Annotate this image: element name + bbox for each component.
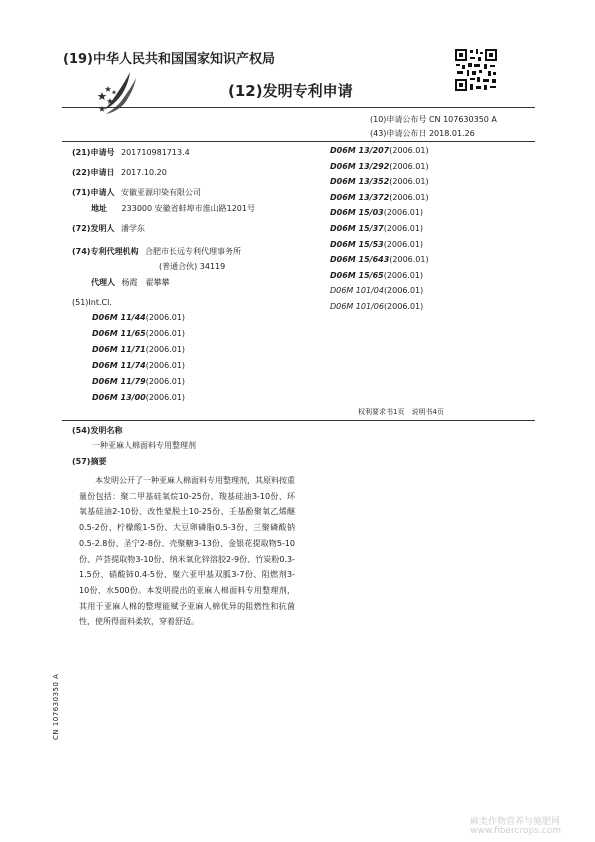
ipc-code: D06M 13/372 bbox=[330, 192, 390, 202]
invention-title: 一种亚麻人棉面料专用整理剂 bbox=[92, 441, 196, 450]
ipc-version: (2006.01) bbox=[383, 208, 424, 218]
ipc-code-row bbox=[330, 208, 423, 217]
ipc-code-row bbox=[92, 329, 185, 338]
filing-date-row bbox=[72, 167, 167, 179]
abstract-rule bbox=[62, 420, 535, 421]
watermark-title: 麻类作物营养与施肥网 bbox=[470, 817, 561, 827]
ipc-code-row bbox=[330, 224, 423, 233]
ipc-code: D06M 101/06 bbox=[330, 302, 384, 311]
bibliographic-rule bbox=[62, 141, 535, 142]
ipc-version: (2006.01) bbox=[389, 177, 429, 187]
qr-code-icon bbox=[454, 48, 498, 92]
address: 233000 安徽省蚌埠市淮山路1201号 bbox=[121, 204, 255, 213]
document-type: (12)发明专利申请 bbox=[228, 82, 353, 100]
ipc-code: D06M 11/44 bbox=[92, 313, 146, 322]
ipc-version: (2006.01) bbox=[145, 345, 186, 354]
ipc-version: (2006.01) bbox=[389, 255, 429, 265]
ipc-version: (2006.01) bbox=[145, 313, 186, 322]
agent-label: 代理人 bbox=[91, 278, 115, 287]
ipc-code-row bbox=[92, 377, 185, 386]
abstract-label: (57)摘要 bbox=[72, 457, 107, 466]
ipc-label: (51)Int.Cl. bbox=[72, 298, 112, 307]
ipc-code-row bbox=[330, 271, 423, 280]
ipc-code: D06M 11/74 bbox=[92, 361, 146, 370]
application-number: 201710981713.4 bbox=[121, 148, 190, 157]
agents: 杨霞 翟攀攀 bbox=[121, 278, 170, 287]
ipc-code: D06M 15/53 bbox=[330, 239, 384, 249]
agency-row bbox=[72, 246, 241, 258]
applicant-label: (71)申请人 bbox=[72, 188, 115, 197]
inventor-label: (72)发明人 bbox=[72, 224, 115, 233]
ipc-code: D06M 13/207 bbox=[330, 146, 390, 155]
ipc-code-row bbox=[92, 313, 185, 322]
ipc-code: D06M 15/643 bbox=[330, 255, 390, 265]
ipc-version: (2006.01) bbox=[145, 361, 186, 370]
address-label: 地址 bbox=[91, 204, 107, 213]
ipc-version: (2006.01) bbox=[145, 377, 186, 386]
agency-name: 合肥市长远专利代理事务所 bbox=[145, 247, 241, 256]
ipc-code-row bbox=[330, 240, 423, 249]
applicant: 安徽亚源印染有限公司 bbox=[121, 188, 201, 197]
ipc-version: (2006.01) bbox=[383, 302, 424, 311]
office-name: (19)中华人民共和国国家知识产权局 bbox=[63, 52, 275, 67]
abstract-text: 本发明公开了一种亚麻人棉面料专用整理剂，其原料按重量份包括：聚二甲基硅氧烷10-25份、羧基硅油3-10份、环氧基硅油2-10份、改性蒙脱土10-25份、壬基酚聚氧乙烯醚0.5-2份、柠檬酸1-5份、大豆卵磷脂0.5-3份、三聚磷酸钠0.5-2.8份、圣宁2-8份、壳聚糖3-13份、金银花提取物5-10份、芦荟提取物3-10份、纳米氧化锌溶胶2-9份、竹炭粉0.3-1.5份、硝酸铈0.4-5份、聚六亚甲基双胍3-7份、阻燃剂3-10份、水500份。本发明提出的亚麻人棉面料专用整理剂，其用于亚麻人棉的整理能赋予亚麻人棉优异的阻燃性和抗菌性，使所得面料柔软，穿着舒适。 bbox=[79, 476, 295, 627]
ipc-code: D06M 11/79 bbox=[92, 377, 146, 386]
ipc-code-row bbox=[330, 286, 423, 295]
ipc-code: D06M 13/352 bbox=[330, 177, 390, 187]
ipc-code: D06M 13/292 bbox=[330, 161, 390, 171]
publication-date: (43)申请公布日 2018.01.26 bbox=[370, 129, 475, 138]
ipc-code-row bbox=[330, 177, 429, 186]
application-number-label: (21)申请号 bbox=[72, 148, 115, 157]
ipc-code-row bbox=[330, 193, 429, 202]
page-count: 权利要求书1页 说明书4页 bbox=[358, 408, 444, 416]
ipc-code-row bbox=[92, 393, 185, 402]
cnipa-emblem-icon bbox=[96, 70, 140, 116]
side-publication-number: CN 107630350 A bbox=[52, 673, 60, 740]
agency-code: (普通合伙) 34119 bbox=[159, 262, 226, 271]
filing-date-label: (22)申请日 bbox=[72, 168, 115, 177]
ipc-code: D06M 15/03 bbox=[330, 208, 384, 218]
application-number-row bbox=[72, 147, 190, 159]
ipc-version: (2006.01) bbox=[145, 329, 186, 338]
agent-row bbox=[91, 277, 170, 289]
ipc-version: (2006.01) bbox=[145, 393, 186, 402]
ipc-code: D06M 11/65 bbox=[92, 329, 146, 338]
watermark-url: www.fibercrops.com bbox=[470, 826, 561, 836]
header-rule bbox=[62, 107, 535, 108]
ipc-version: (2006.01) bbox=[389, 146, 429, 155]
ipc-code-row bbox=[330, 302, 423, 311]
ipc-version: (2006.01) bbox=[389, 161, 429, 171]
ipc-code: D06M 15/37 bbox=[330, 224, 384, 233]
title-label: (54)发明名称 bbox=[72, 426, 123, 435]
ipc-version: (2006.01) bbox=[383, 224, 424, 233]
ipc-code: D06M 101/04 bbox=[330, 286, 384, 296]
ipc-code: D06M 15/65 bbox=[330, 270, 384, 280]
ipc-code-row bbox=[330, 255, 429, 264]
ipc-code-row bbox=[92, 361, 185, 370]
ipc-code-row bbox=[92, 345, 185, 354]
ipc-version: (2006.01) bbox=[383, 239, 424, 249]
ipc-version: (2006.01) bbox=[389, 192, 429, 202]
agency-label: (74)专利代理机构 bbox=[72, 247, 139, 256]
address-row bbox=[91, 203, 255, 215]
applicant-row bbox=[72, 187, 201, 199]
filing-date: 2017.10.20 bbox=[121, 168, 167, 177]
inventor-row bbox=[72, 223, 145, 235]
publication-number: (10)申请公布号 CN 107630350 A bbox=[370, 115, 497, 124]
ipc-code: D06M 11/71 bbox=[92, 345, 146, 354]
ipc-code: D06M 13/00 bbox=[92, 393, 146, 402]
ipc-version: (2006.01) bbox=[383, 270, 424, 280]
ipc-version: (2006.01) bbox=[383, 286, 424, 296]
ipc-code-row bbox=[330, 162, 429, 171]
ipc-code-row bbox=[330, 146, 429, 155]
inventor: 潘学东 bbox=[121, 224, 145, 233]
